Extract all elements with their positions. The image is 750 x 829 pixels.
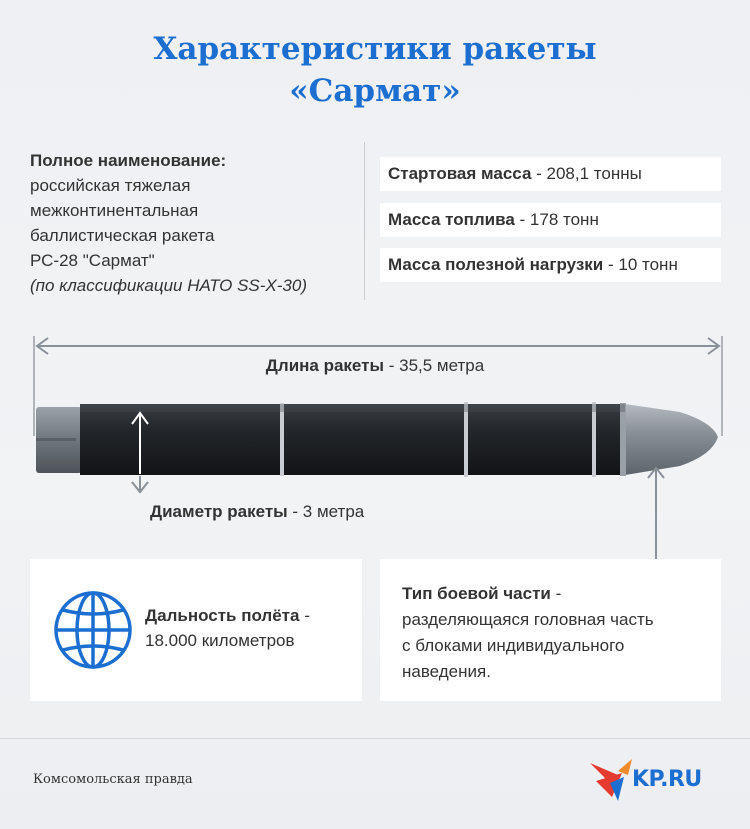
footer-divider xyxy=(0,738,750,739)
range-dash: - xyxy=(299,606,310,625)
spec-payload-mass-value: - 10 тонн xyxy=(603,255,678,274)
source-credit: Комсомольская правда xyxy=(33,772,193,787)
full-name-line-1: российская тяжелая xyxy=(30,176,191,195)
length-label-value: - 35,5 метра xyxy=(384,356,485,375)
range-label: Дальность полёта xyxy=(145,606,300,625)
spec-fuel-mass-label: Масса топлива xyxy=(388,210,515,229)
spec-launch-mass-value: - 208,1 тонны xyxy=(531,164,642,183)
spec-launch-mass-label: Стартовая масса xyxy=(388,164,532,183)
warhead-text xyxy=(402,581,712,685)
warhead-line-3: с блоками индивидуального xyxy=(402,636,625,655)
warhead-line-4: наведения. xyxy=(402,662,491,681)
full-name-line-2: межконтинентальная xyxy=(30,201,199,220)
full-name-line-5: (по классификации НАТО SS-X-30) xyxy=(30,276,307,295)
title-line-1: Характеристики ракеты xyxy=(153,31,597,67)
warhead-card xyxy=(380,559,721,701)
full-name-line-3: баллистическая ракета xyxy=(30,226,215,245)
warhead-dash: - xyxy=(550,584,562,603)
length-label-name: Длина ракеты xyxy=(265,356,385,375)
diameter-label xyxy=(150,502,364,522)
warhead-label: Тип боевой части xyxy=(402,584,551,603)
diameter-label-value: - 3 метра xyxy=(287,502,365,521)
kp-logo-text: KP.RU xyxy=(632,767,702,792)
title-line-2: «Сармат» xyxy=(289,73,461,109)
globe-icon xyxy=(48,585,138,675)
warhead-pointer xyxy=(648,468,664,560)
range-card xyxy=(30,559,362,701)
spec-fuel-mass-value: - 178 тонн xyxy=(514,210,599,229)
full-name-line-4: РС-28 "Сармат" xyxy=(30,251,155,270)
spec-payload-mass-label: Масса полезной нагрузки xyxy=(388,255,604,274)
warhead-line-2: разделяющаяся головная часть xyxy=(402,610,654,629)
diameter-label-name: Диаметр ракеты xyxy=(150,502,288,521)
range-value: 18.000 километров xyxy=(145,631,295,650)
length-label xyxy=(0,356,750,376)
full-name-label: Полное наименование: xyxy=(30,151,227,170)
rocket-illustration xyxy=(36,402,718,477)
range-text xyxy=(145,603,355,653)
